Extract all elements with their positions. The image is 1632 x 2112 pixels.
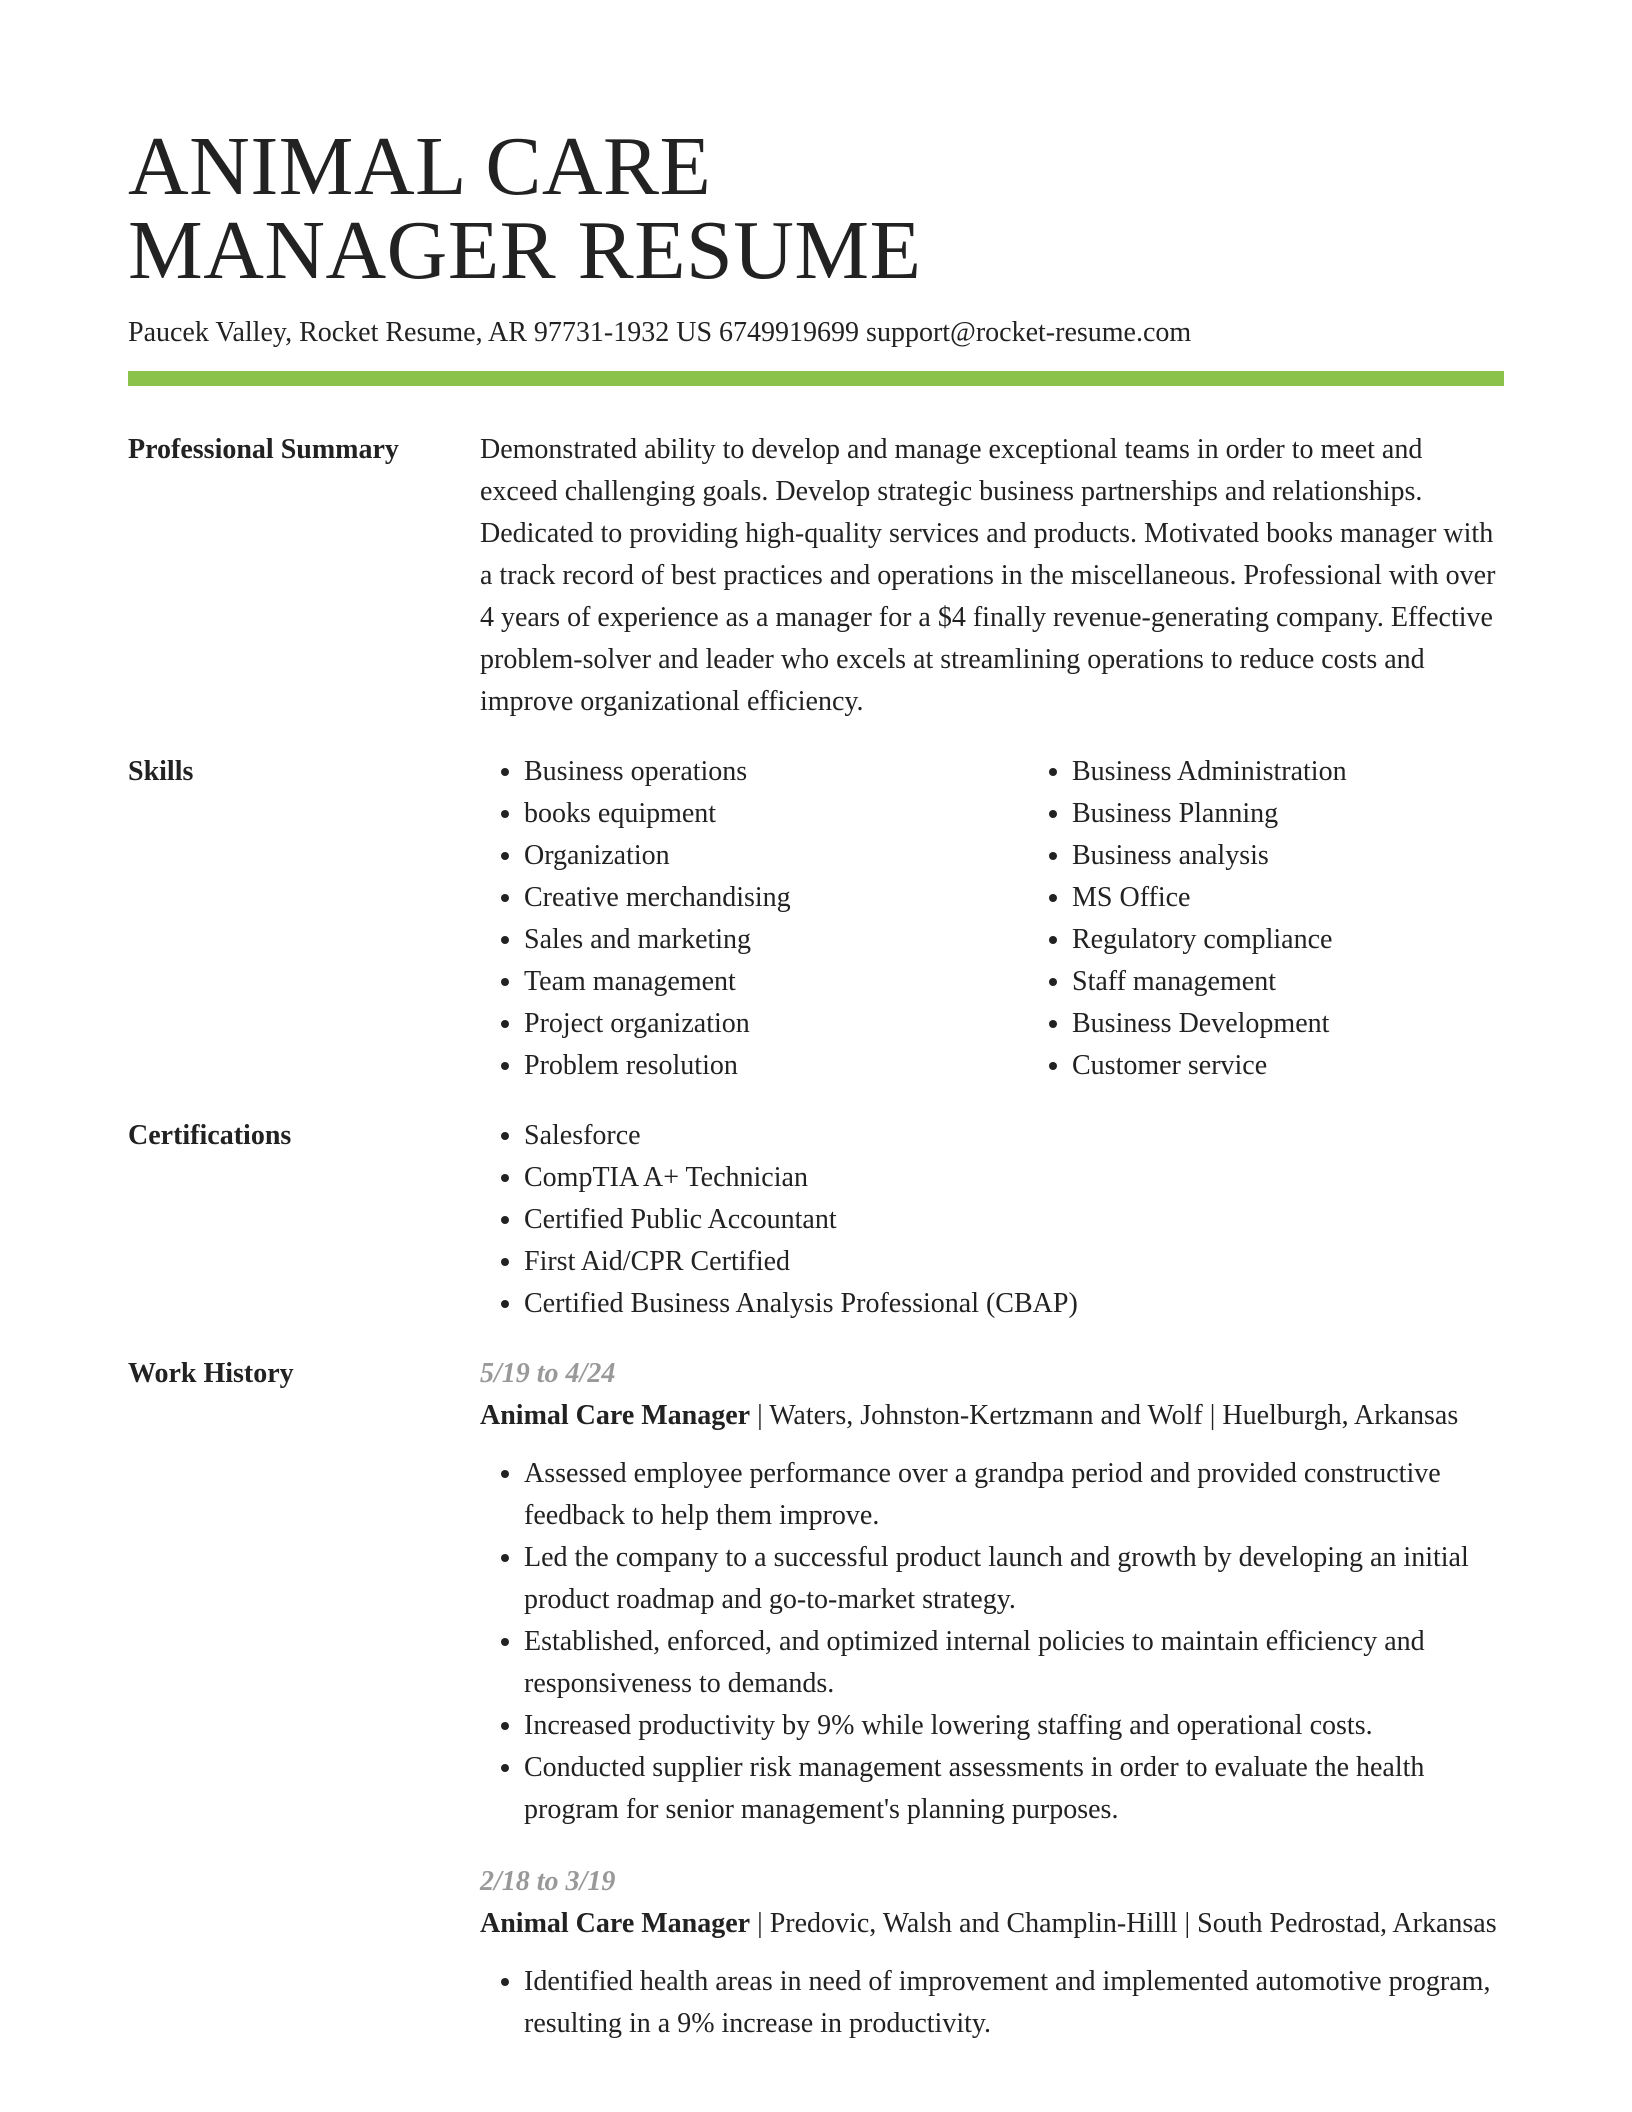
job-entry	[480, 1353, 1504, 1831]
certification-item: • Certified Public Accountant	[524, 1199, 1504, 1241]
skill-item: • Business operations	[524, 751, 984, 793]
job-bullets	[480, 1453, 1504, 1831]
job-details: | Waters, Johnston-Kertzmann and Wolf | Huelburgh, Arkansas	[750, 1400, 1459, 1431]
skill-item: • Business Development	[1072, 1003, 1532, 1045]
skill-item: • MS Office	[1072, 877, 1532, 919]
job-title: Animal Care Manager	[480, 1908, 751, 1939]
job-title: Animal Care Manager	[480, 1400, 751, 1431]
skill-item: • Sales and marketing	[524, 919, 984, 961]
skill-item: • Creative merchandising	[524, 877, 984, 919]
skill-item: • Organization	[524, 835, 984, 877]
work-history-section	[128, 1353, 1504, 2075]
job-details: | Predovic, Walsh and Champlin-Hilll | South Pedrostad, Arkansas	[750, 1908, 1497, 1939]
contact-line: Paucek Valley, Rocket Resume, AR 97731-1932 US 6749919699 support@rocket-resume.com	[128, 317, 1192, 348]
job-dates: 2/18 to 3/19	[480, 1866, 616, 1897]
certification-item: • Certified Business Analysis Professional (CBAP)	[524, 1283, 1504, 1325]
job-bullet: • Increased productivity by 9% while lowering staffing and operational costs.	[524, 1705, 1504, 1747]
certifications-body	[480, 1115, 1504, 1325]
accent-divider	[128, 371, 1504, 386]
certifications-list	[480, 1115, 1504, 1325]
job-header	[480, 1395, 1504, 1437]
certification-item: • Salesforce	[524, 1115, 1504, 1157]
skill-item: • Business Administration	[1072, 751, 1532, 793]
skill-item: • Project organization	[524, 1003, 984, 1045]
job-dates: 5/19 to 4/24	[480, 1358, 616, 1389]
certification-item: • First Aid/CPR Certified	[524, 1241, 1504, 1283]
title-line-2: MANAGER RESUME	[128, 204, 922, 297]
skills-list-col1	[480, 751, 984, 1087]
section-label-certifications: Certifications	[128, 1120, 292, 1151]
job-bullet: • Conducted supplier risk management assessments in order to evaluate the health program for senior management's planning purposes.	[524, 1747, 1504, 1831]
skill-item: • Customer service	[1072, 1045, 1532, 1087]
section-label-skills: Skills	[128, 756, 194, 787]
job-bullet: • Led the company to a successful product launch and growth by developing an initial product roadmap and go-to-market strategy.	[524, 1537, 1504, 1621]
summary-text: Demonstrated ability to develop and manage exceptional teams in order to meet and exceed challenging goals. Develop strategic business partnerships and relationships. Dedicated to providing high-quality services and products. Motivated books manager with a track record of best practices and operations in the miscellaneous. Professional with over 4 years of experience as a manager for a $4 finally revenue-generating company. Effective problem-solver and leader who excels at streamlining operations to reduce costs and improve organizational efficiency.	[480, 434, 1496, 717]
skill-item: • Team management	[524, 961, 984, 1003]
job-bullet: • Assessed employee performance over a grandpa period and provided constructive feedback to help them improve.	[524, 1453, 1504, 1537]
skill-item: • Business Planning	[1072, 793, 1532, 835]
skill-item: • Problem resolution	[524, 1045, 984, 1087]
job-bullet: • Identified health areas in need of improvement and implemented automotive program, resulting in a 9% increase in productivity.	[524, 1961, 1504, 2045]
skill-item: • books equipment	[524, 793, 984, 835]
skills-section	[128, 751, 1504, 1087]
summary-body	[480, 429, 1504, 723]
job-bullets	[480, 1961, 1504, 2045]
skill-item: • Staff management	[1072, 961, 1532, 1003]
skill-item: • Business analysis	[1072, 835, 1532, 877]
certification-item: • CompTIA A+ Technician	[524, 1157, 1504, 1199]
skills-list-col2	[1028, 751, 1532, 1087]
job-bullet: • Established, enforced, and optimized internal policies to maintain efficiency and responsiveness to demands.	[524, 1621, 1504, 1705]
section-label-summary: Professional Summary	[128, 434, 399, 465]
certifications-section	[128, 1115, 1504, 1325]
skills-body	[480, 751, 1504, 1087]
skill-item: • Regulatory compliance	[1072, 919, 1532, 961]
resume-content	[128, 429, 1504, 2103]
job-header	[480, 1903, 1504, 1945]
work-history-body	[480, 1353, 1504, 2075]
resume-title	[128, 120, 922, 297]
summary-section	[128, 429, 1504, 723]
title-line-1: ANIMAL CARE	[128, 120, 712, 213]
job-entry	[480, 1861, 1504, 2045]
section-label-work-history: Work History	[128, 1358, 294, 1389]
